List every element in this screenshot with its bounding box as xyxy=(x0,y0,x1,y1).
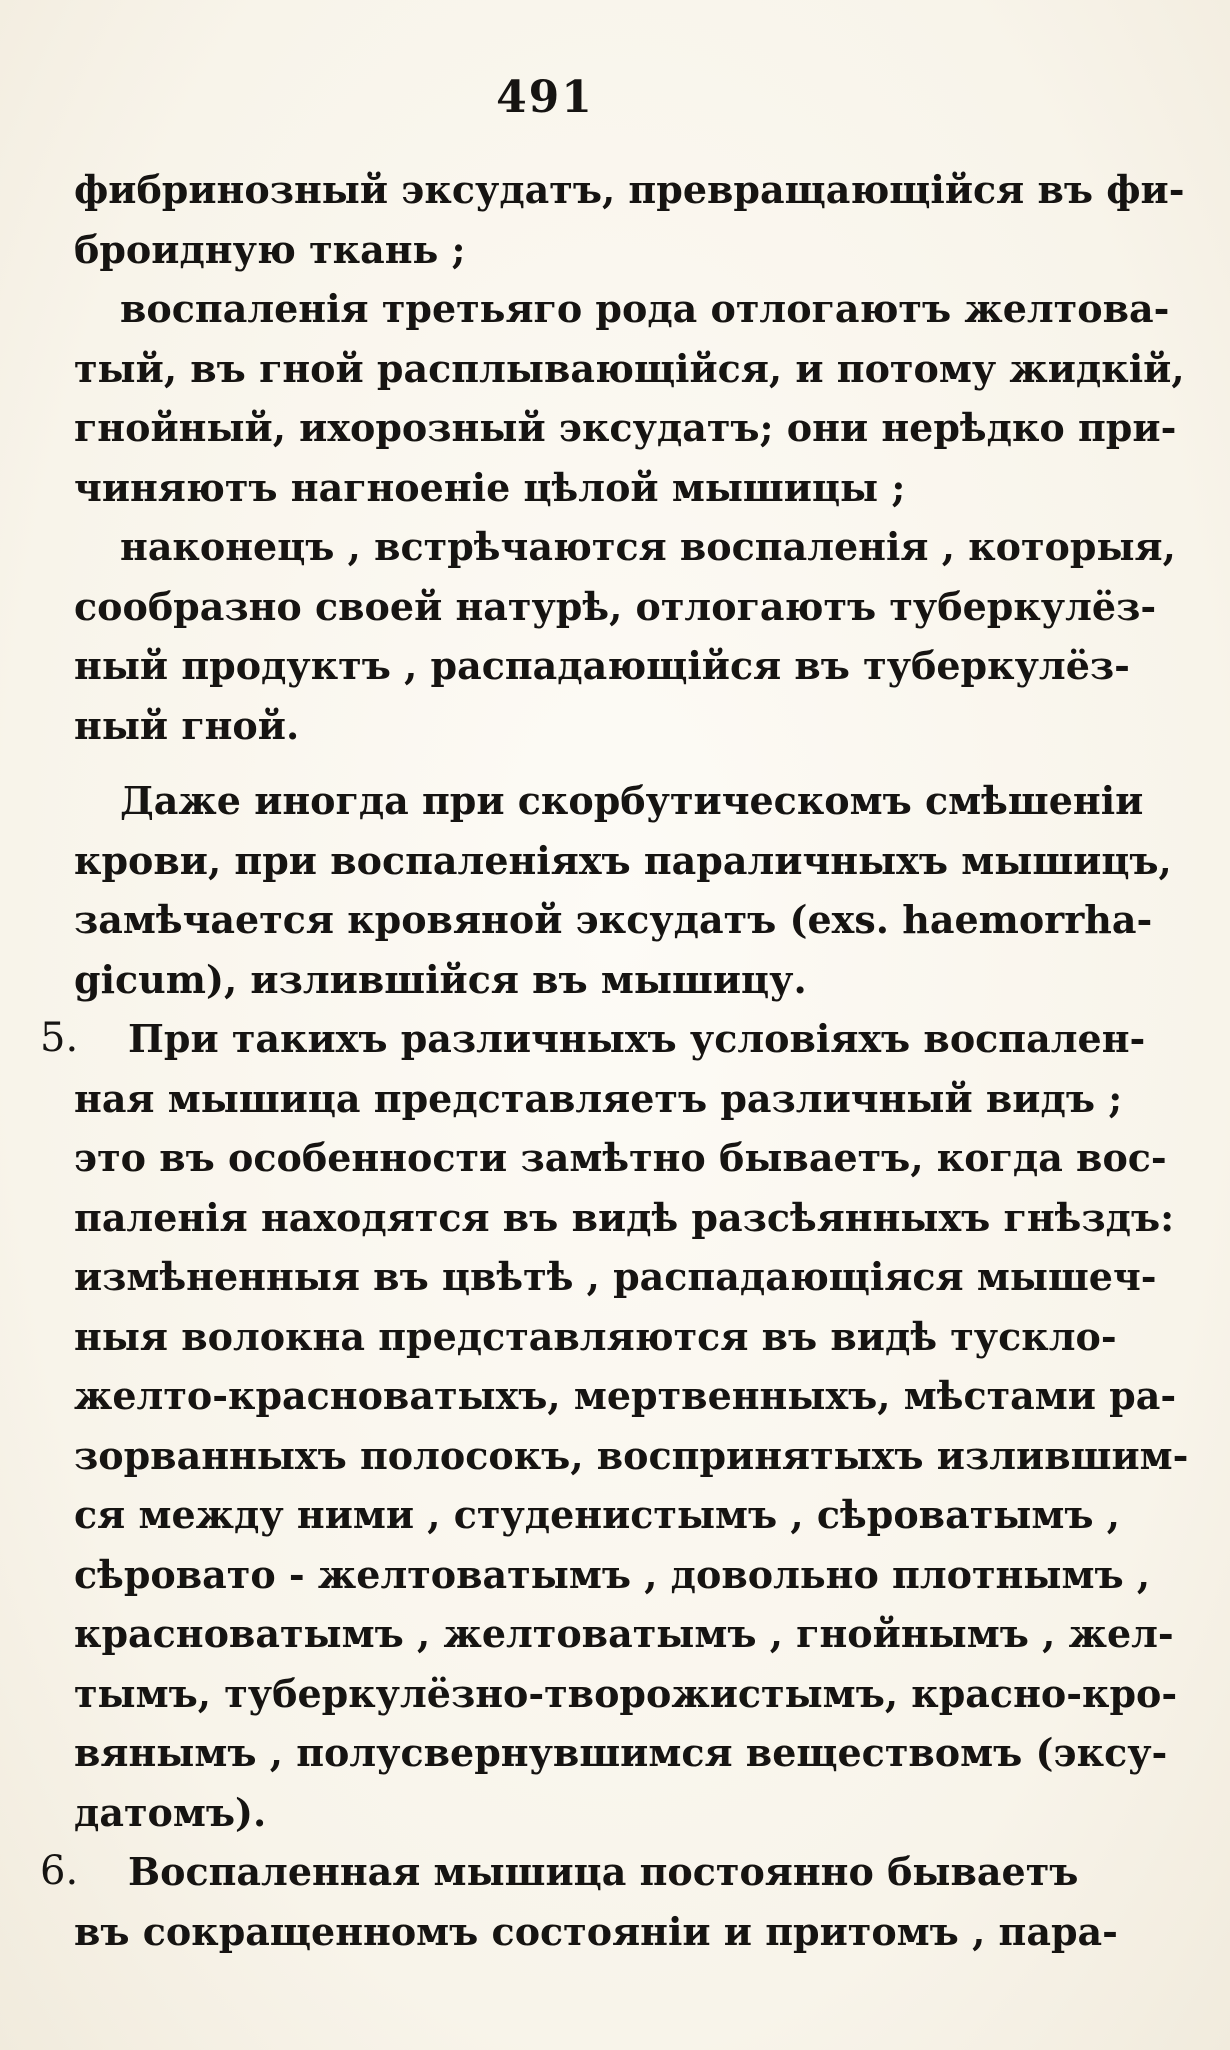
text-line: сѣровато - желтоватымъ , довольно плотнымъ , xyxy=(74,1551,1151,1597)
text-line: gicum), излившійся въ мышицу. xyxy=(74,956,807,1002)
text-line: сообразно своей натурѣ, отлогаютъ туберкулёз- xyxy=(74,583,1157,629)
paragraph-gap xyxy=(74,755,1040,771)
text-line: вянымъ , полусвернувшимся веществомъ (эксу- xyxy=(74,1730,1168,1775)
text-line: красноватымъ , желтоватымъ , гнойнымъ , жел- xyxy=(74,1611,1174,1656)
item-number: 6. xyxy=(40,1848,79,1894)
text-line: тымъ, туберкулёзно-творожистымъ, красно-кро- xyxy=(74,1670,1178,1716)
text-line: датомъ). xyxy=(74,1789,267,1835)
text-line: въ сокращенномъ состояніи и притомъ , пара- xyxy=(74,1908,1118,1954)
text-line: чиняютъ нагноеніе цѣлой мышицы ; xyxy=(74,464,906,510)
numbered-item-6-line xyxy=(40,1842,1079,1902)
text-line: паленія находятся въ видѣ разсѣянныхъ гнѣздъ: xyxy=(74,1194,1175,1240)
text-line: фибринозный эксудатъ, превращающійся въ фи- xyxy=(74,167,1185,212)
text-line: ный продуктъ , распадающійся въ туберкулёз- xyxy=(74,643,1130,688)
body-text xyxy=(40,160,1189,1961)
numbered-item-5-line xyxy=(40,1009,1146,1069)
text-line: зорванныхъ полосокъ, воспринятыхъ излившим- xyxy=(74,1432,1189,1478)
text-line: наконецъ , встрѣчаются воспаленія , которыя, xyxy=(120,524,1176,569)
text-line: При такихъ различныхъ условіяхъ воспален- xyxy=(128,1016,1146,1061)
item-number: 5. xyxy=(40,1015,79,1061)
text-line: воспаленія третьяго рода отлогаютъ желтова- xyxy=(120,286,1170,331)
text-line: желто-красноватыхъ, мертвенныхъ, мѣстами ра- xyxy=(74,1373,1177,1418)
text-line: это въ особенности замѣтно бываетъ, когда вос- xyxy=(74,1135,1167,1180)
text-line: ная мышица представляетъ различный видъ ; xyxy=(74,1075,1123,1121)
text-line: ся между ними , студенистымъ , сѣроватымъ , xyxy=(74,1492,1120,1537)
text-line: Воспаленная мышица постоянно бываетъ xyxy=(128,1849,1079,1894)
text-line: ныя волокна представляются въ видѣ тускло- xyxy=(74,1313,1117,1359)
text-line: замѣчается кровяной эксудатъ (exs. haemorrha- xyxy=(74,897,1153,942)
text-line: Даже иногда при скорбутическомъ смѣшеніи xyxy=(120,778,1144,823)
text-line: крови, при воспаленіяхъ параличныхъ мышицъ, xyxy=(74,837,1172,883)
text-line: гнойный, ихорозный эксудатъ; они нерѣдко при- xyxy=(74,405,1177,450)
text-line: броидную ткань ; xyxy=(74,226,466,272)
text-line: измѣненныя въ цвѣтѣ , распадающіяся мышеч- xyxy=(74,1254,1157,1299)
page-number: 491 xyxy=(496,72,594,123)
text-line: тый, въ гной расплывающійся, и потому жидкій, xyxy=(74,345,1185,391)
text-line: ный гной. xyxy=(74,702,300,748)
